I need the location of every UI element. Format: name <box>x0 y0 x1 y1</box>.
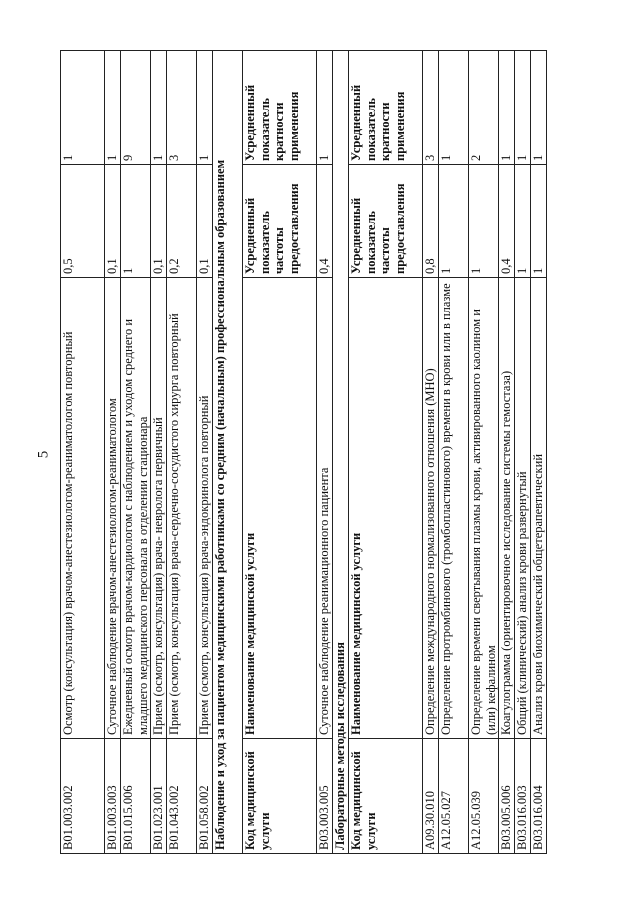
service-name: Прием (осмотр, консультация) врача-эндокринолога повторный <box>197 278 213 739</box>
table-header-row <box>349 51 423 854</box>
service-code: B01.043.002 <box>167 739 197 854</box>
service-name: Осмотр (консультация) врачом-анестезиологом-реаниматологом повторный <box>61 278 105 739</box>
header-code: Код медицинской услуги <box>243 739 317 854</box>
multiplicity-value: 3 <box>167 51 197 165</box>
rotated-page-content <box>60 51 640 854</box>
frequency-value: 1 <box>515 165 531 278</box>
header-name: Наименование медицинской услуги <box>349 278 423 739</box>
frequency-value: 1 <box>531 165 547 278</box>
service-name: Суточное наблюдение реанимационного пациента <box>317 278 333 739</box>
table-row <box>151 51 167 854</box>
service-name: Прием (осмотр, консультация) врача-сердечно-сосудистого хирурга повторный <box>167 278 197 739</box>
service-code: A12.05.039 <box>469 739 499 854</box>
service-name: Определение времени свертывания плазмы крови, активированного каолином и (или) кефалином <box>469 278 499 739</box>
service-name: Прием (осмотр, консультация) врача- невролога первичный <box>151 278 167 739</box>
table-row <box>515 51 531 854</box>
frequency-value: 1 <box>469 165 499 278</box>
table-header-row <box>243 51 317 854</box>
frequency-value: 0,2 <box>167 165 197 278</box>
header-name: Наименование медицинской услуги <box>243 278 317 739</box>
services-table <box>60 50 547 854</box>
frequency-value: 0,5 <box>61 165 105 278</box>
multiplicity-value: 1 <box>499 51 515 165</box>
table-row <box>61 51 105 854</box>
header-frequency: Усредненный показатель частоты предоставления <box>349 165 423 278</box>
table-row <box>105 51 121 854</box>
service-code: B01.003.003 <box>105 739 121 854</box>
header-frequency: Усредненный показатель частоты предоставления <box>243 165 317 278</box>
multiplicity-value: 1 <box>105 51 121 165</box>
header-code: Код медицинской услуги <box>349 739 423 854</box>
frequency-value: 1 <box>121 165 151 278</box>
frequency-value: 1 <box>439 165 469 278</box>
service-name: Коагулограмма (ориентировочное исследование системы гемостаза) <box>499 278 515 739</box>
service-name: Определение международного нормализованного отношения (МНО) <box>423 278 439 739</box>
frequency-value: 0,1 <box>197 165 213 278</box>
section-title: Лабораторные методы исследования <box>333 51 349 854</box>
table-row <box>423 51 439 854</box>
page-number: 5 <box>35 450 52 459</box>
service-code: B01.058.002 <box>197 739 213 854</box>
service-code: A09.30.010 <box>423 739 439 854</box>
service-code: B01.015.006 <box>121 739 151 854</box>
service-code: B03.003.005 <box>317 739 333 854</box>
multiplicity-value: 2 <box>469 51 499 165</box>
table-row <box>531 51 547 854</box>
multiplicity-value: 1 <box>61 51 105 165</box>
multiplicity-value: 1 <box>197 51 213 165</box>
table-row <box>317 51 333 854</box>
multiplicity-value: 1 <box>439 51 469 165</box>
service-code: B03.016.004 <box>531 739 547 854</box>
service-name: Определение протромбинового (тромбопластинового) времени в крови или в плазме <box>439 278 469 739</box>
service-code: B01.003.002 <box>61 739 105 854</box>
frequency-value: 0,4 <box>499 165 515 278</box>
service-name: Общий (клинический) анализ крови развернутый <box>515 278 531 739</box>
table-row <box>469 51 499 854</box>
multiplicity-value: 1 <box>531 51 547 165</box>
table-row <box>197 51 213 854</box>
section-title-row <box>333 51 349 854</box>
multiplicity-value: 1 <box>515 51 531 165</box>
header-multiplicity: Усредненный показатель кратности применения <box>243 51 317 165</box>
table-row <box>499 51 515 854</box>
service-code: B03.016.003 <box>515 739 531 854</box>
service-name: Ежедневный осмотр врачом-кардиологом с наблюдением и уходом среднего и младшего медицинского персонала в отделении стационара <box>121 278 151 739</box>
table-row <box>167 51 197 854</box>
service-code: A12.05.027 <box>439 739 469 854</box>
frequency-value: 0,1 <box>105 165 121 278</box>
frequency-value: 0,4 <box>317 165 333 278</box>
multiplicity-value: 9 <box>121 51 151 165</box>
frequency-value: 0,1 <box>151 165 167 278</box>
service-name: Суточное наблюдение врачом-анестезиологом-реаниматологом <box>105 278 121 739</box>
multiplicity-value: 3 <box>423 51 439 165</box>
table-row <box>439 51 469 854</box>
section-title: Наблюдение и уход за пациентом медицинскими работниками со средним (начальным) профессиональным образованием <box>213 51 243 854</box>
table-row <box>121 51 151 854</box>
frequency-value: 0,8 <box>423 165 439 278</box>
section-title-row <box>213 51 243 854</box>
service-code: B01.023.001 <box>151 739 167 854</box>
service-code: B03.005.006 <box>499 739 515 854</box>
multiplicity-value: 1 <box>151 51 167 165</box>
service-name: Анализ крови биохимический общетерапевтический <box>531 278 547 739</box>
header-multiplicity: Усредненный показатель кратности применения <box>349 51 423 165</box>
multiplicity-value: 1 <box>317 51 333 165</box>
